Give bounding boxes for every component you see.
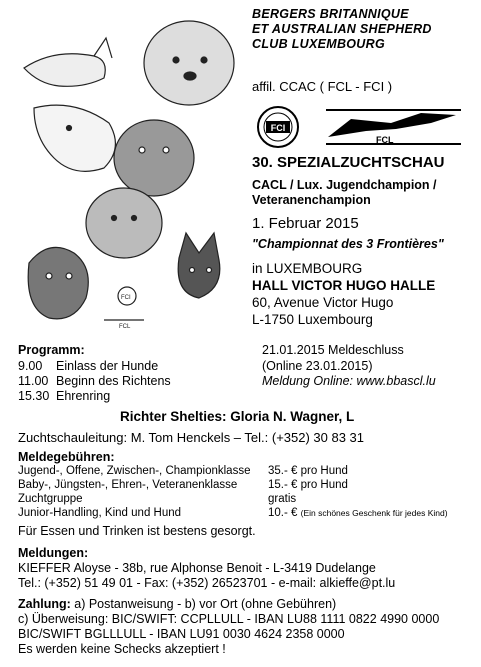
judge: Richter Shelties: Gloria N. Wagner, L	[120, 409, 355, 424]
show-management: Zuchtschauleitung: M. Tom Henckels – Tel.: (+352) 30 83 31	[18, 430, 365, 445]
svg-text:FCI: FCI	[121, 295, 131, 301]
championat: "Championnat des 3 Frontières"	[252, 237, 444, 251]
meldungen-address: KIEFFER Aloyse - 38b, rue Alphonse Benoit - L-3419 Dudelange	[18, 561, 376, 575]
fees-heading: Meldegebühren:	[18, 450, 115, 464]
zahlung-line1: Zahlung: a) Postanweisung - b) vor Ort (ohne Gebühren)	[18, 597, 337, 611]
event-subtitle-line1: CACL / Lux. Jugendchampion /	[252, 178, 437, 192]
fee-row-label: Zuchtgruppe	[18, 493, 83, 505]
deadline: 21.01.2015 Meldeschluss	[262, 343, 404, 357]
food-note: Für Essen und Trinken ist bestens gesorgt.	[18, 524, 256, 538]
fcl-logo-icon	[326, 109, 461, 145]
event-title: 30. SPEZIALZUCHTSCHAU	[252, 154, 445, 171]
event-subtitle	[252, 178, 437, 208]
club-name	[252, 7, 432, 52]
fci-logo-text: FCI	[270, 123, 286, 133]
zahlung-line4: Es werden keine Schecks akzeptiert !	[18, 642, 226, 656]
programm-item: 11.00 Beginn des Richtens	[18, 374, 171, 388]
fcl-logo-text: FCL	[376, 135, 394, 145]
fee-row-label: Baby-, Jüngsten-, Ehren-, Veteranenklasse	[18, 479, 238, 491]
programm-heading: Programm:	[18, 343, 85, 357]
fci-fcl-logos	[256, 103, 466, 151]
deadline-online: (Online 23.01.2015)	[262, 359, 373, 373]
fee-row-price: gratis	[268, 493, 297, 505]
venue-city: in LUXEMBOURG	[252, 261, 363, 276]
club-name-line2: ET AUSTRALIAN SHEPHERD	[252, 22, 432, 36]
fee-note: (Ein schönes Geschenk für jedes Kind)	[300, 508, 448, 518]
dog-drawing-illustration	[14, 8, 246, 338]
zahlung-heading: Zahlung:	[18, 597, 71, 611]
programm-item: 9.00 Einlass der Hunde	[18, 359, 159, 373]
affiliation: affil. CCAC ( FCL - FCI )	[252, 79, 393, 94]
fci-logo-icon	[258, 107, 298, 147]
fee-row-price: 10.- € (Ein schönes Geschenk für jedes Kind)	[268, 507, 448, 519]
fee-row-label: Junior-Handling, Kind und Hund	[18, 507, 182, 519]
event-date: 1. Februar 2015	[252, 215, 359, 232]
fee-row-price: 35.- € pro Hund	[268, 465, 348, 477]
fee-row-price: 15.- € pro Hund	[268, 479, 348, 491]
zahlung-line2: c) Überweisung: BIC/SWIFT: CCPLLULL - IBAN LU88 1111 0822 4990 0000	[18, 612, 440, 626]
fee-row-label: Jugend-, Offene, Zwischen-, Championklasse	[18, 465, 251, 477]
meldungen-heading: Meldungen:	[18, 546, 89, 560]
venue	[252, 260, 435, 328]
club-name-line3: CLUB LUXEMBOURG	[252, 37, 385, 51]
online-registration-link[interactable]: Meldung Online: www.bbascl.lu	[262, 374, 436, 388]
venue-postcode: L-1750 Luxembourg	[252, 312, 373, 327]
event-subtitle-line2: Veteranenchampion	[252, 193, 371, 207]
venue-hall: HALL VICTOR HUGO HALLE	[252, 278, 436, 293]
zahlung-line3: BIC/SWIFT BGLLLULL - IBAN LU91 0030 4624 2358 0000	[18, 627, 345, 641]
venue-street: 60, Avenue Victor Hugo	[252, 295, 394, 310]
programm-item: 15.30 Ehrenring	[18, 389, 111, 403]
meldungen-contact: Tel.: (+352) 51 49 01 - Fax: (+352) 26523701 - e-mail: alkieffe@pt.lu	[18, 576, 396, 590]
club-name-line1: BERGERS BRITANNIQUE	[252, 7, 409, 21]
svg-text:FCL: FCL	[119, 324, 131, 330]
